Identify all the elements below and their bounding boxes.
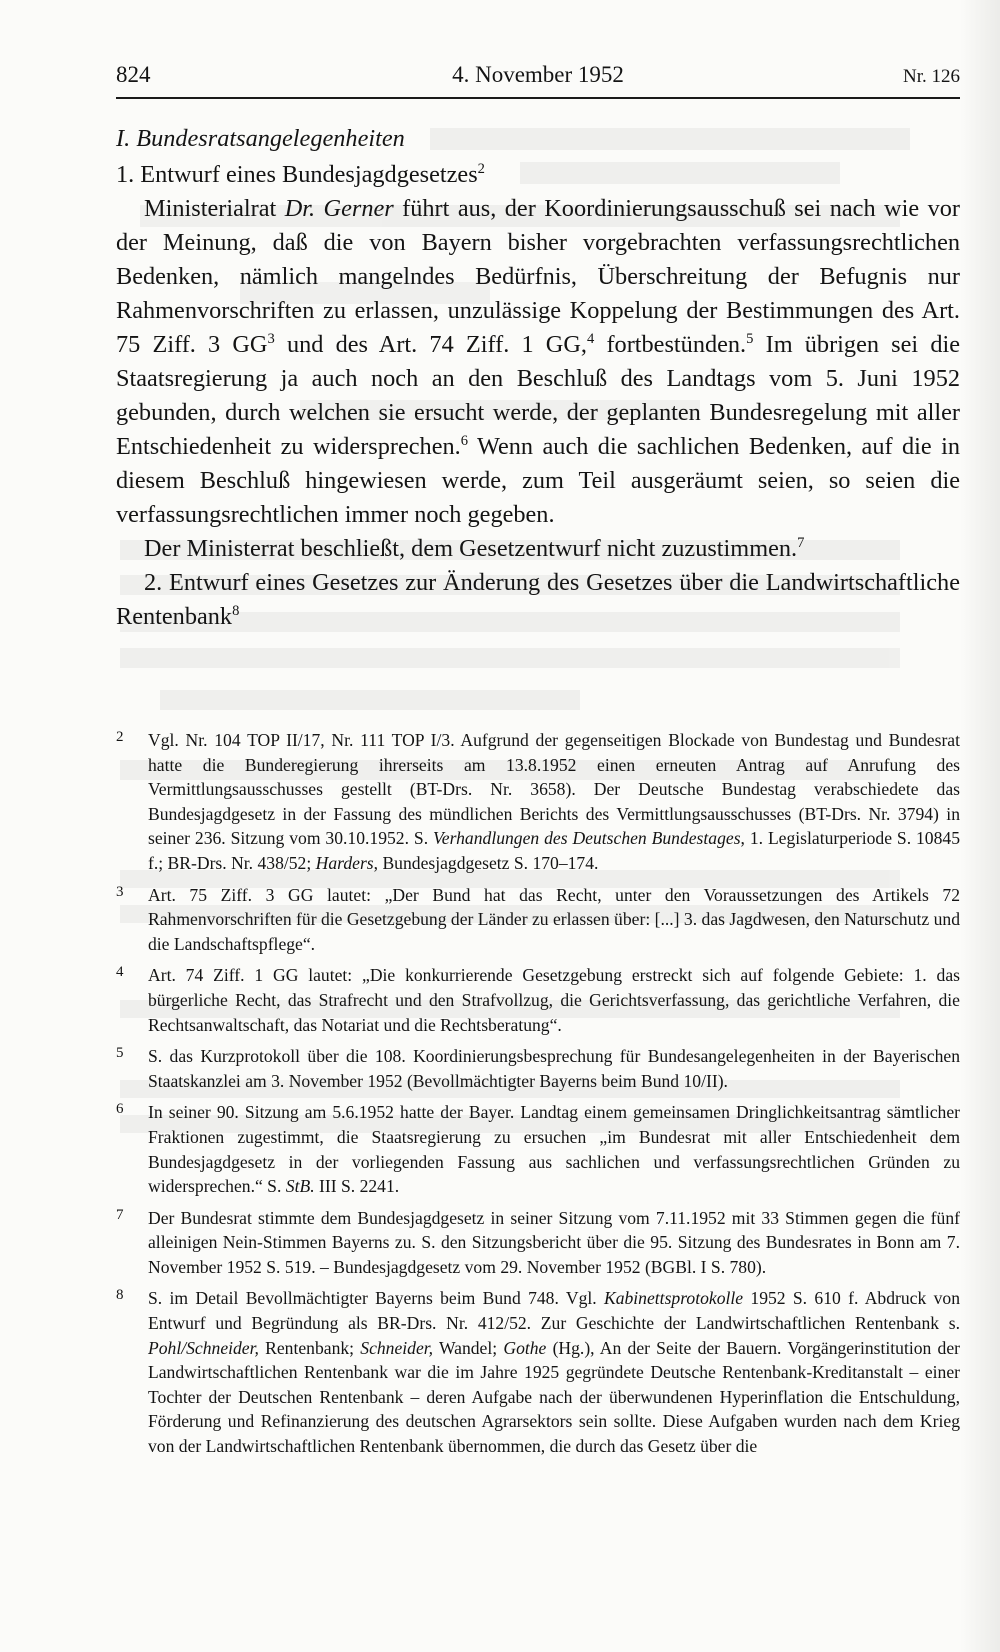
footnote-6: 6 In seiner 90. Sitzung am 5.6.1952 hatte der Bayer. Landtag einem gemeinsamen Dringlichkeitsantrag sämtlicher Fraktionen zugestimmt, die Staatsregierung zu ersuchen „im Bundesrat mit aller Entschiedenheit dem Bundesjagdgesetz in der vorliegenden Fassung aus sachlichen und verfassungsrechtlichen Gründen zu widersprechen.“ S. StB. III S. 2241. <box>116 1101 960 1197</box>
footnote-ref-6[interactable]: 6 <box>460 432 469 449</box>
header-rule <box>116 97 960 99</box>
footnote-3: 3 Art. 75 Ziff. 3 GG lautet: „Der Bund hat das Recht, unter den Voraussetzungen des Artikels 72 Rahmenvorschriften für die Gesetzgebung der Länder zu erlassen über: [...] 3. das Jagdwesen, den Naturschutz und die Landschaftspflege“. <box>116 883 960 954</box>
footnote-5: 5 S. das Kurzprotokoll über die 108. Koordinierungsbesprechung für Bundesangelegenheiten in der Bayerischen Staatskanzlei am 3. November 1952 (Bevollmächtigter Bayerns beim Bund 10/II). <box>116 1045 960 1091</box>
section-heading: I. Bundesratsangelegenheiten <box>116 125 405 152</box>
footnote-2: 2 Vgl. Nr. 104 TOP II/17, Nr. 111 TOP I/3. Aufgrund der gegenseitigen Blockade von Bundestag und Bundesrat hatte die Bunderegierung ihrerseits am 13.8.1952 einen erneuten Antrag auf Anrufung des Vermittlungsausschusses gestellt (BT-Drs. Nr. 3658). Der Deutsche Bundestag verabschiedete das Bundesjagdgesetz in der Fassung des mündlichen Berichts des Vermittlungsausschusses (BT-Drs. Nr. 3794) in seiner 236. Sitzung vom 30.10.1952. S. Verhandlungen des Deutschen Bundestages, 1. Legislaturperiode S. 10845 f.; BR-Drs. Nr. 438/52; Harders, Bundesjagdgesetz S. 170–174. <box>116 729 960 873</box>
footnote-ref-2[interactable]: 2 <box>477 160 485 177</box>
footnote-ref-8[interactable]: 8 <box>232 602 240 619</box>
person-name: Dr. Gerner <box>284 195 394 222</box>
paragraph-1: Ministerialrat Dr. Gerner führt aus, der Koordinierungsausschuß sei nach wie vor der Meinung, daß die von Bayern bisher vorgebrachten verfassungsrechtlichen Bedenken, nämlich mangelndes Bedürfnis, Überschreitung der Befugnis nur Rahmenvorschriften zu erlassen, unzulässige Koppelung der Bestimmungen des Art. 75 Ziff. 3 $GG^3$ und des Art. 74 Ziff. 1 GG,$^4$ fortbestünden.$^5$ Im übrigen sei die Staatsregierung ja auch noch an den Beschluß des Landtags vom 5. Juni 1952 gebunden, durch welchen sie ersucht werde, der geplanten Bundesregelung mit aller Entschiedenheit zu widersprechen.$^6$ Wenn auch die sachlichen Bedenken, auf die in diesem Beschluß hingewiesen werde, zum Teil ausgeräumt seien, so seien die verfassungsrechtlichen immer noch gegeben. <box>116 195 961 528</box>
agenda-item-1-title: 1. Entwurf eines Bundesjagdgesetzes$^2$ <box>116 160 485 188</box>
footnotes <box>116 728 960 1466</box>
footnote-ref-5[interactable]: 5 <box>746 330 754 347</box>
footnote-4: 4 Art. 74 Ziff. 1 GG lautet: „Die konkurrierende Gesetzgebung erstreckt sich auf folgende Gebiete: 1. das bürgerliche Recht, das Strafrecht und den Strafvollzug, die Gerichtsverfassung, das gerichtliche Verfahren, die Rechtsanwaltschaft, das Notariat und die Rechtsberatung“. <box>116 964 960 1035</box>
footnote-8: 8 S. im Detail Bevollmächtigter Bayerns beim Bund 748. Vgl. Kabinettsprotokolle 1952 S. 610 f. Abdruck von Entwurf und Begründung als BR-Drs. Nr. 412/52. Zur Geschichte der Landwirtschaftlichen Rentenbank s. Pohl/Schneider, Rentenbank; Schneider, Wandel; Gothe (Hg.), An der Seite der Bauern. Vorgängerinstitution der Landwirtschaftlichen Rentenbank war die im Jahre 1925 gegründete Deutsche Rentenbank-Kreditanstalt – einer Tochter der Deutschen Rentenbank – deren Aufgabe nach der überwundenen Hyperinflation die Entschuldung, Förderung und Refinanzierung des deutschen Agrarsektors sein sollte. Diese Aufgaben wurden nach dem Krieg von der Landwirtschaftlichen Rentenbank übernommen, die durch das Gesetz über die <box>116 1287 960 1457</box>
header-date: 4. November 1952 <box>452 62 624 87</box>
footnote-ref-4[interactable]: 4 <box>586 330 595 347</box>
footnote-ref-7[interactable]: 7 <box>797 534 805 551</box>
page-edge-shadow <box>960 0 1000 1652</box>
footnote-7: 7 Der Bundesrat stimmte dem Bundesjagdgesetz in seiner Sitzung vom 7.11.1952 mit 33 Stimmen gegen die fünf alleinigen Nein-Stimmen Bayerns zu. S. den Sitzungsbericht über die 95. Sitzung des Bundesrates in Bonn am 7. November 1952 S. 519. – Bundesjagdgesetz vom 29. November 1952 (BGBl. I S. 780). <box>116 1206 960 1277</box>
document-page <box>116 0 960 1652</box>
page-number: 824 <box>116 62 151 87</box>
main-text <box>116 122 960 634</box>
document-number: Nr. 126 <box>903 66 960 87</box>
paragraph-2: Der Ministerrat beschließt, dem Gesetzentwurf nicht zuzustimmen.$^7$ <box>144 534 805 562</box>
footnote-ref-3[interactable]: 3 <box>267 330 275 347</box>
agenda-item-2-title: 2. Entwurf eines Gesetzes zur Änderung des Gesetzes über die Landwirtschaftliche Rentenbank$^8$ <box>116 569 960 630</box>
running-header <box>116 58 960 98</box>
